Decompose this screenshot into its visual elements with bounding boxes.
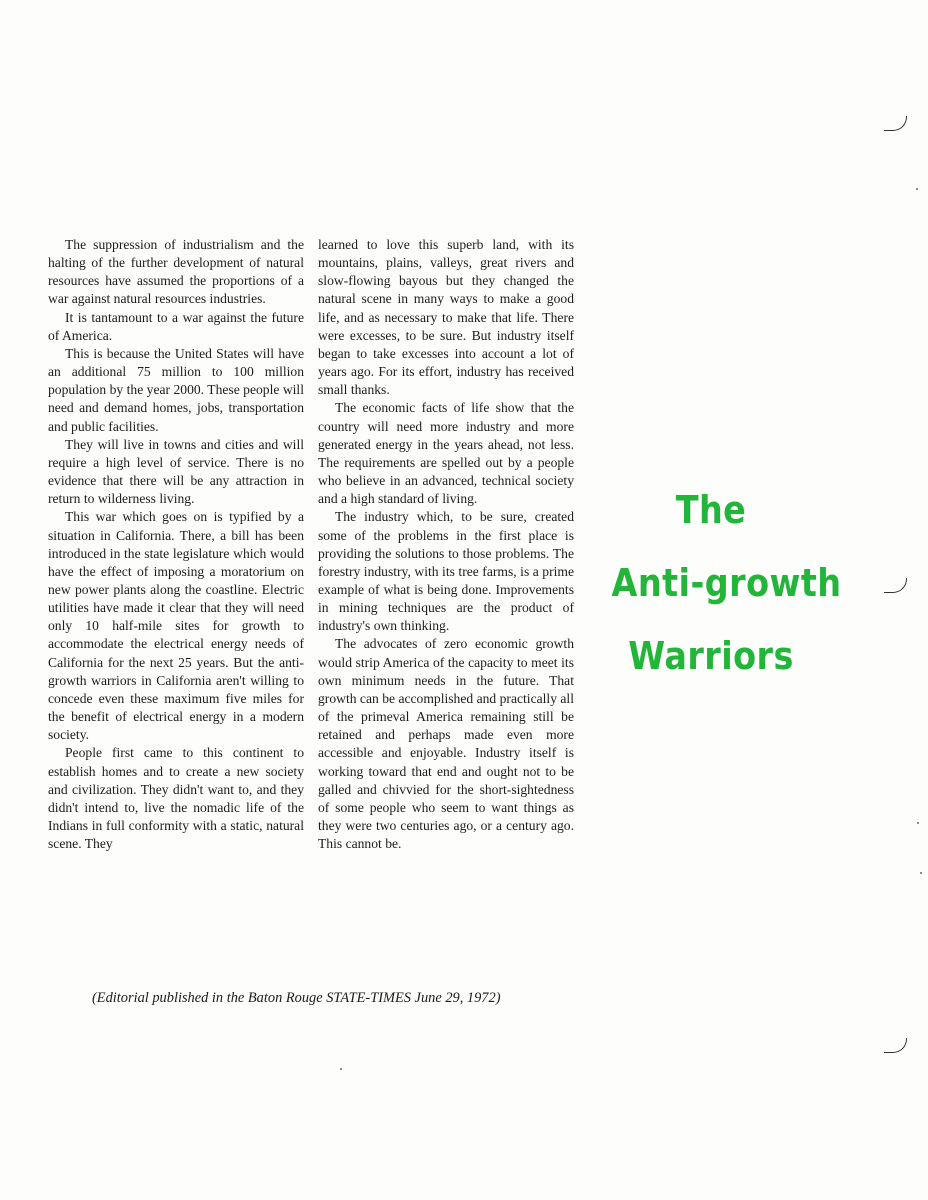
source-credit: (Editorial published in the Baton Rouge STATE-TIMES June 29, 1972) bbox=[92, 990, 501, 1006]
page-title bbox=[611, 474, 842, 693]
paragraph: The advocates of zero economic growth would strip America of the capacity to meet its own minimum needs in the future. That growth can be accomplished and practically all of the primeval America remaining still be retained and perhaps made even more accessible and enjoyable. Industry itself is working toward that end and ought not to be galled and chivvied for the short-sightedness of some people who seem to want things as they were two centuries ago, or a century ago. This cannot be. bbox=[318, 636, 574, 852]
paragraph: The economic facts of life show that the country will need more industry and more generated energy in the years ahead, not less. The requirements are spelled out by a people who believe in an advanced, technical society and a high standard of living. bbox=[318, 400, 574, 507]
paragraph-continuation: learned to love this superb land, with its mountains, plains, valleys, great rivers and slow-flowing bayous but they changed the natural scene in many ways to make a good life, and as necessary to make that life. There were excesses, to be sure. But industry itself began to take excesses into account a lot of years ago. For its effort, industry has received small thanks. bbox=[318, 237, 574, 398]
binder-hole-mark bbox=[884, 116, 907, 131]
scan-speck bbox=[916, 188, 918, 190]
title-line: The bbox=[675, 488, 747, 532]
paragraph: This war which goes on is typified by a situation in California. There, a bill has been introduced in the state legislature which would have the effect of imposing a moratorium on new power plants along the coastline. Electric utilities have made it clear that they will need only 10 half-mile sites for growth to accommodate the electrical energy needs of California for the next 25 years. But the anti-growth warriors in California aren't willing to concede even these maximum five miles for the benefit of electrical energy in a modern society. bbox=[48, 509, 304, 743]
article-column-left bbox=[48, 236, 304, 853]
title-line: Anti-growth bbox=[611, 561, 842, 605]
binder-hole-mark bbox=[884, 1038, 907, 1053]
binder-hole-mark bbox=[884, 578, 907, 593]
scan-speck bbox=[920, 872, 922, 874]
paragraph: They will live in towns and cities and will require a high level of service. There is no evidence that there will be any attraction in return to wilderness living. bbox=[48, 436, 304, 507]
paragraph: People first came to this continent to establish homes and to create a new society and civilization. They didn't want to, and they didn't intend to, live the nomadic life of the Indians in full conformity with a static, natural scene. They bbox=[48, 745, 304, 852]
paragraph: The industry which, to be sure, created some of the problems in the first place is providing the solutions to those problems. The forestry industry, with its tree farms, is a prime example of what is being done. Improvements in mining techniques are the product of industry's own thinking. bbox=[318, 509, 574, 634]
article-column-right bbox=[318, 236, 574, 853]
scan-speck bbox=[917, 822, 919, 824]
paragraph: The suppression of industrialism and the halting of the further development of natural resources have assumed the proportions of a war against natural resources industries. bbox=[48, 237, 304, 307]
paragraph: It is tantamount to a war against the future of America. bbox=[48, 309, 304, 343]
scan-speck bbox=[340, 1068, 342, 1070]
title-line: Warriors bbox=[628, 634, 794, 678]
paragraph: This is because the United States will have an additional 75 million to 100 million population by the year 2000. These people will need and demand homes, jobs, transportation and public facilities. bbox=[48, 345, 304, 434]
